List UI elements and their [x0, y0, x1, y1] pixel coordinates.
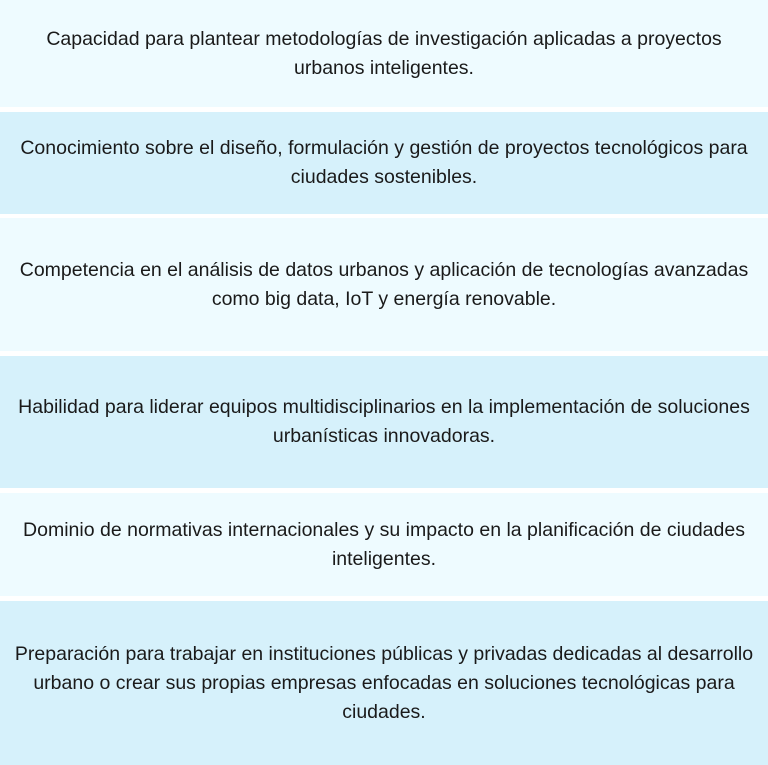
list-item-text: Capacidad para plantear metodologías de investigación aplicadas a proyectos urbanos inteligentes. — [46, 27, 722, 79]
list-item — [0, 493, 768, 596]
list-item — [0, 218, 768, 351]
list-item — [0, 356, 768, 488]
list-item — [0, 601, 768, 765]
list-item-text: Preparación para trabajar en instituciones públicas y privadas dedicadas al desarrollo urbano o crear sus propias empresas enfocadas en soluciones tecnológicas para ciudades. — [14, 642, 754, 723]
list-item-text: Competencia en el análisis de datos urbanos y aplicación de tecnologías avanzadas como big data, IoT y energía renovable. — [19, 258, 749, 310]
list-item — [0, 0, 768, 107]
list-item-text: Dominio de normativas internacionales y su impacto en la planificación de ciudades inteligentes. — [23, 518, 745, 570]
list-item-text: Habilidad para liderar equipos multidisciplinarios en la implementación de soluciones urbanísticas innovadoras. — [18, 396, 750, 447]
list-item — [0, 112, 768, 214]
list-item-text: Conocimiento sobre el diseño, formulación y gestión de proyectos tecnológicos para ciudades sostenibles. — [20, 137, 748, 188]
